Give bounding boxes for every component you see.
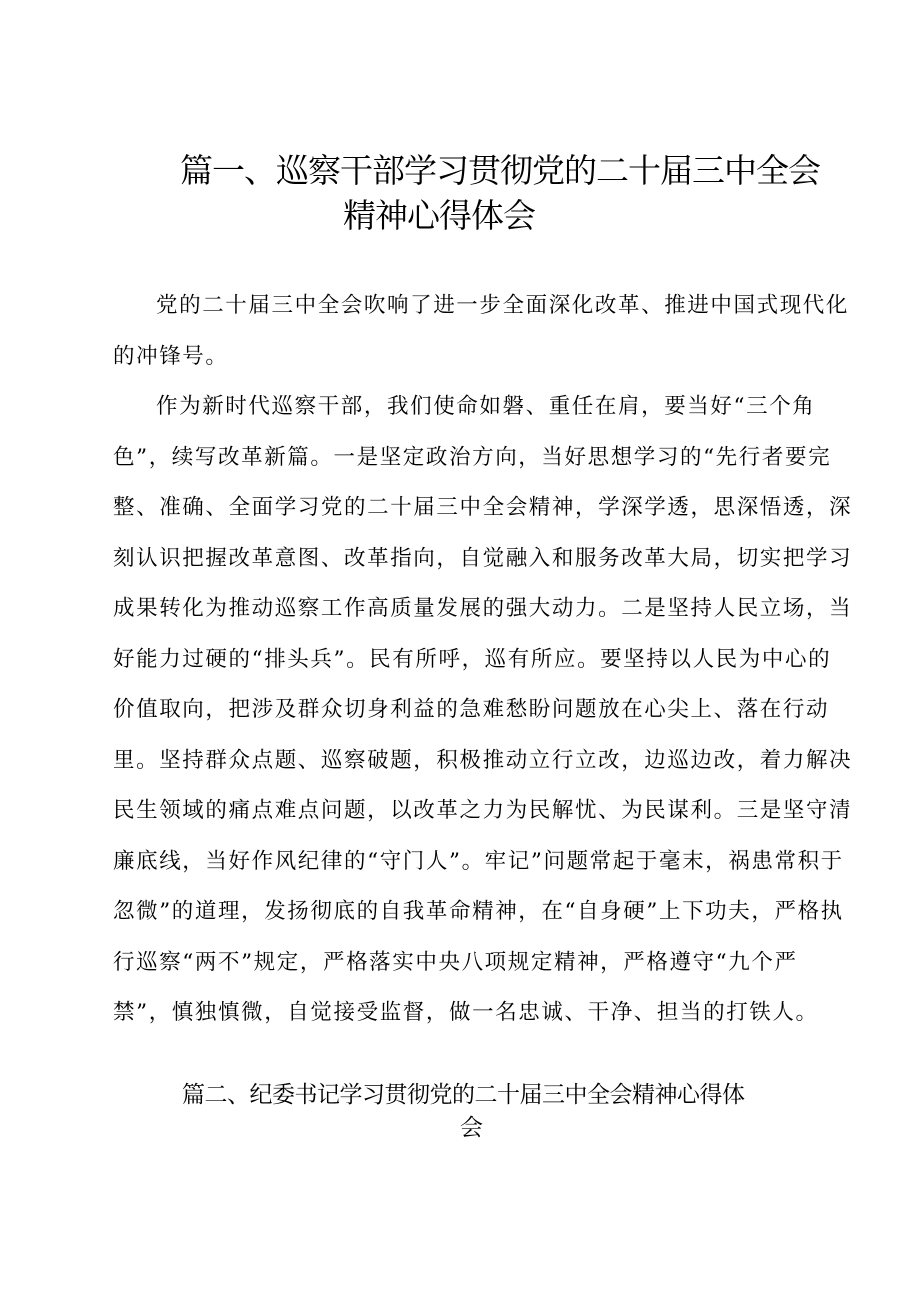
section-title-1 bbox=[180, 148, 860, 238]
paragraph: 党的二十届三中全会吹响了进一步全面深化改革、推进中国式现代化的冲锋号。 bbox=[113, 293, 850, 369]
section-title-1-line-1: 篇一、巡察干部学习贯彻党的二十届三中全会 bbox=[180, 151, 820, 190]
section-title-1-line-2: 精神心得体会 bbox=[343, 196, 535, 235]
section-title-2-line-2: 会 bbox=[460, 1115, 483, 1141]
section-title-2-line-1: 篇二、纪委书记学习贯彻党的二十届三中全会精神心得体 bbox=[182, 1082, 745, 1108]
body-text bbox=[113, 281, 853, 1039]
paragraph: 作为新时代巡察干部，我们使命如磐、重任在肩，要当好“三个角色”，续写改革新篇。一是坚定政治方向，当好思想学习的“先行者要完整、准确、全面学习党的二十届三中全会精神，学深学透，思深悟透，深刻认识把握改革意图、改革指向，自觉融入和服务改革大局，切实把学习成果转化为推动巡察工作高质量发展的强大动力。二是坚持人民立场，当好能力过硬的“排头兵”。民有所呼，巡有所应。要坚持以人民为中心的价值取向，把涉及群众切身利益的急难愁盼问题放在心尖上、落在行动里。坚持群众点题、巡察破题，积极推动立行立改，边巡边改，着力解决民生领域的痛点难点问题，以改革之力为民解忧、为民谋利。三是坚守清廉底线，当好作风纪律的“守门人”。牢记”问题常起于毫末，祸患常积于忽微”的道理，发扬彻底的自我革命精神，在“自身硬”上下功夫，严格执行巡察“两不”规定，严格落实中央八项规定精神，严格遵守“九个严禁”，慎独慎微，自觉接受监督，做一名忠诚、干净、担当的打铁人。 bbox=[113, 394, 853, 1025]
section-title-2 bbox=[182, 1079, 782, 1145]
